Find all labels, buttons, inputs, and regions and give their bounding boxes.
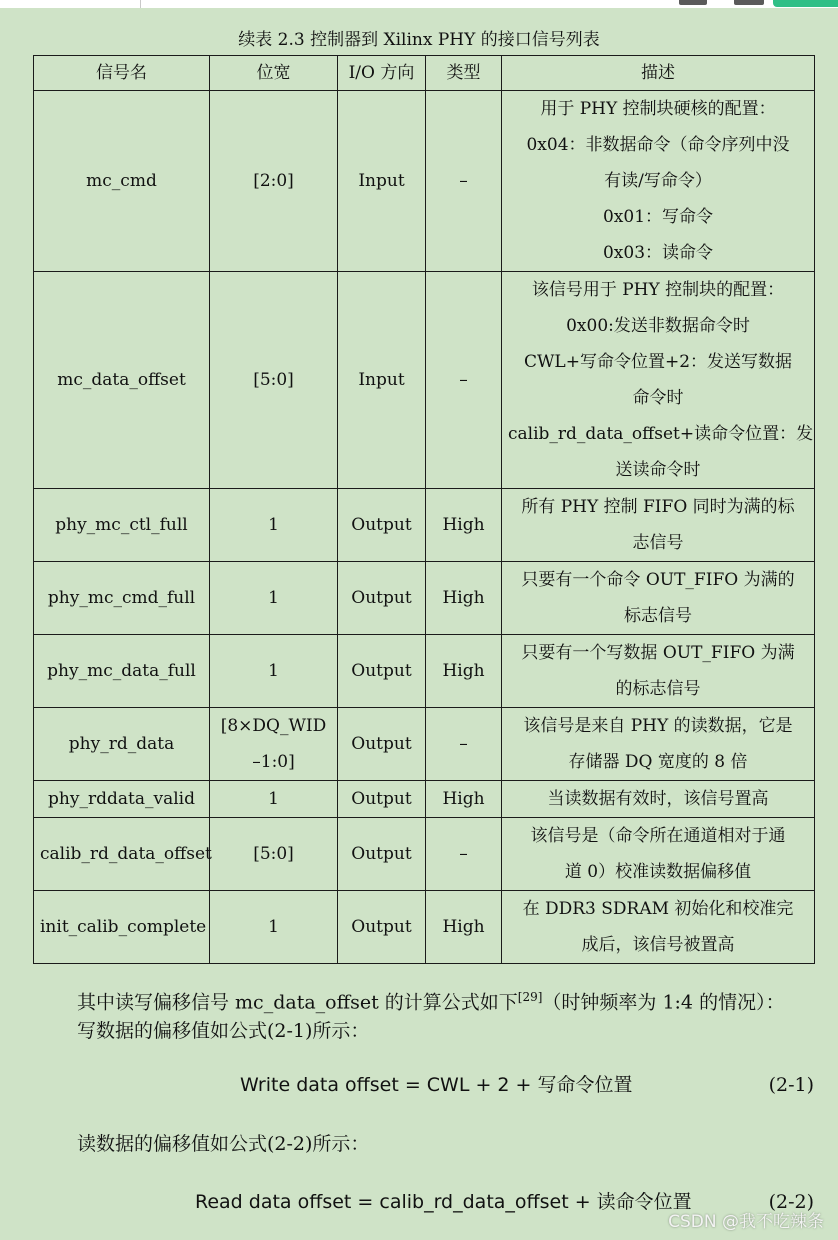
cell-direction: Output xyxy=(338,781,426,818)
table-row xyxy=(34,818,815,891)
cell-width: [5:0] xyxy=(210,272,338,489)
cell-signal-name: phy_rd_data xyxy=(34,708,210,781)
cell-signal-name: mc_cmd xyxy=(34,91,210,272)
table-header-row xyxy=(34,56,815,91)
toolbar-icon[interactable] xyxy=(734,0,764,5)
cell-direction: Output xyxy=(338,635,426,708)
header-io-direction: I/O 方向 xyxy=(338,56,426,91)
table-row xyxy=(34,562,815,635)
description-line: 志信号 xyxy=(632,533,684,553)
description-line: 有读/写命令） xyxy=(604,171,712,191)
description-line: CWL+写命令位置+2：发送写数据 xyxy=(523,352,793,372)
cell-width: 1 xyxy=(210,781,338,818)
description-line: 的标志信号 xyxy=(615,679,701,699)
cell-width: [5:0] xyxy=(210,818,338,891)
tab-separator xyxy=(140,0,141,8)
paragraph-read-offset: 读数据的偏移值如公式(2-2)所示： xyxy=(77,1133,370,1155)
header-type: 类型 xyxy=(426,56,502,91)
toolbar-accent-button[interactable] xyxy=(773,0,838,7)
description-line: calib_rd_data_offset+读命令位置：发 xyxy=(508,424,814,444)
width-line: [8×DQ_WID xyxy=(220,716,327,736)
cell-direction: Output xyxy=(338,562,426,635)
description-line: 标志信号 xyxy=(624,606,692,626)
cell-signal-name: phy_mc_ctl_full xyxy=(34,489,210,562)
description-line: 道 0）校准读数据偏移值 xyxy=(564,862,752,882)
description-line: 该信号是（命令所在通道相对于通 xyxy=(530,826,786,846)
cell-type: – xyxy=(426,272,502,489)
table-row xyxy=(34,272,815,489)
table-row xyxy=(34,489,815,562)
cell-width: 1 xyxy=(210,635,338,708)
description-line: 用于 PHY 控制块硬核的配置： xyxy=(540,99,776,119)
description-line: 该信号是来自 PHY 的读数据，它是 xyxy=(523,716,793,736)
paragraph-write-offset: 写数据的偏移值如公式(2-1)所示： xyxy=(77,1020,370,1042)
signal-table xyxy=(33,55,815,964)
cell-description xyxy=(502,891,815,964)
cell-width xyxy=(210,708,338,781)
table-row xyxy=(34,635,815,708)
description-line: 成后，该信号被置高 xyxy=(581,935,735,955)
cell-direction: Output xyxy=(338,708,426,781)
cell-description xyxy=(502,781,815,818)
cell-direction: Output xyxy=(338,891,426,964)
cell-type: – xyxy=(426,91,502,272)
cell-type: High xyxy=(426,635,502,708)
description-line: 命令时 xyxy=(632,388,684,408)
description-line: 在 DDR3 SDRAM 初始化和校准完 xyxy=(522,899,794,919)
header-signal-name: 信号名 xyxy=(34,56,210,91)
cell-direction: Input xyxy=(338,91,426,272)
cell-description xyxy=(502,272,815,489)
toolbar-icon[interactable] xyxy=(679,0,707,5)
cell-type: High xyxy=(426,781,502,818)
table-row xyxy=(34,891,815,964)
csdn-watermark: CSDN @我不吃辣条 xyxy=(668,1212,824,1232)
cell-signal-name: phy_mc_data_full xyxy=(34,635,210,708)
description-line: 该信号用于 PHY 控制块的配置： xyxy=(531,280,785,300)
cell-type: High xyxy=(426,489,502,562)
cell-description xyxy=(502,562,815,635)
formula-write-offset: Write data offset = CWL + 2 + 写命令位置 xyxy=(240,1074,633,1096)
table-row xyxy=(34,708,815,781)
description-line: 所有 PHY 控制 FIFO 同时为满的标 xyxy=(521,497,795,517)
paragraph-intro-text: 其中读写偏移信号 mc_data_offset 的计算公式如下 xyxy=(77,991,518,1014)
cell-signal-name: calib_rd_data_offset xyxy=(34,818,210,891)
cell-description xyxy=(502,708,815,781)
cell-description xyxy=(502,635,815,708)
cell-width: 1 xyxy=(210,562,338,635)
description-line: 只要有一个写数据 OUT_FIFO 为满 xyxy=(521,643,795,663)
cell-direction: Output xyxy=(338,818,426,891)
cell-description xyxy=(502,91,815,272)
cell-type: High xyxy=(426,891,502,964)
paragraph-intro xyxy=(77,981,785,1018)
description-line: 存储器 DQ 宽度的 8 倍 xyxy=(568,752,748,772)
cell-width: [2:0] xyxy=(210,91,338,272)
equation-number-2: (2-2) xyxy=(768,1191,814,1213)
description-line: 只要有一个命令 OUT_FIFO 为满的 xyxy=(521,570,795,590)
table-row xyxy=(34,91,815,272)
header-width: 位宽 xyxy=(210,56,338,91)
description-line: 0x04：非数据命令（命令序列中没 xyxy=(526,135,790,155)
header-description: 描述 xyxy=(502,56,815,91)
table-caption: 续表 2.3 控制器到 Xilinx PHY 的接口信号列表 xyxy=(238,30,600,50)
cell-width: 1 xyxy=(210,891,338,964)
description-line: 0x01：写命令 xyxy=(602,207,714,227)
cell-signal-name: init_calib_complete xyxy=(34,891,210,964)
paragraph-intro-tail: （时钟频率为 1:4 的情况）： xyxy=(542,991,785,1014)
cell-direction: Input xyxy=(338,272,426,489)
cell-signal-name: phy_mc_cmd_full xyxy=(34,562,210,635)
cell-type: – xyxy=(426,818,502,891)
equation-number-1: (2-1) xyxy=(768,1074,814,1096)
cell-description xyxy=(502,818,815,891)
formula-read-offset: Read data offset = calib_rd_data_offset + 读命令位置 xyxy=(195,1191,692,1213)
cell-type: High xyxy=(426,562,502,635)
cell-width: 1 xyxy=(210,489,338,562)
width-line: –1:0] xyxy=(252,752,295,772)
cell-signal-name: phy_rddata_valid xyxy=(34,781,210,818)
description-line: 送读命令时 xyxy=(615,460,701,480)
description-line: 当读数据有效时，该信号置高 xyxy=(547,789,769,809)
cell-signal-name: mc_data_offset xyxy=(34,272,210,489)
window-top-strip xyxy=(0,0,838,8)
cell-direction: Output xyxy=(338,489,426,562)
description-line: 0x03：读命令 xyxy=(602,243,714,263)
cell-type: – xyxy=(426,708,502,781)
table-row xyxy=(34,781,815,818)
cell-description xyxy=(502,489,815,562)
description-line: 0x00:发送非数据命令时 xyxy=(566,316,750,336)
citation-ref[interactable]: [29] xyxy=(517,990,543,1004)
